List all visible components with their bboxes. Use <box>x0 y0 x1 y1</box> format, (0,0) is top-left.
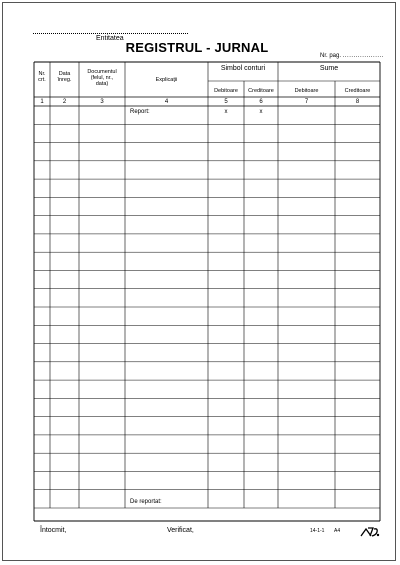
header-sums: Sume <box>319 65 339 72</box>
header-document <box>79 69 125 87</box>
header-account-symbol: Simbol conturi <box>220 65 266 72</box>
carry-forward-label: De reportat: <box>130 499 162 505</box>
report-mark-debit: x <box>224 109 228 115</box>
page-number-dots: ................... <box>342 53 384 59</box>
prepared-by-label: Întocmit, <box>40 527 67 534</box>
paper-format: A4 <box>334 528 341 534</box>
header-nr-line1: Nr. <box>38 71 46 77</box>
entity-label: Entitatea <box>96 35 124 42</box>
header-symbol-credit: Creditoare <box>248 88 274 94</box>
header-sum-debit: Debitoare <box>294 88 319 94</box>
header-nr-crt <box>34 71 50 83</box>
column-number-8: 8 <box>355 99 360 105</box>
report-mark-credit: x <box>259 109 263 115</box>
column-number-1: 1 <box>40 99 44 105</box>
column-number-4: 4 <box>164 99 169 105</box>
report-label: Report: <box>130 109 150 115</box>
column-number-2: 2 <box>62 99 67 105</box>
header-nr-line2: crt. <box>38 77 46 83</box>
page-number-label: Nr. pag. <box>320 53 342 59</box>
page-title: REGISTRUL - JURNAL <box>125 40 269 55</box>
header-document-line2: (felul, nr., <box>90 75 114 81</box>
column-number-6: 6 <box>259 99 263 105</box>
header-sum-credit: Creditoare <box>344 88 371 94</box>
column-number-5: 5 <box>224 99 228 105</box>
verified-by-label: Verificat, <box>167 527 194 534</box>
header-date-line1: Data <box>58 71 71 77</box>
header-document-line3: data) <box>95 81 109 87</box>
header-document-line1: Documentul <box>87 69 117 75</box>
header-explanations: Explicaţii <box>155 77 178 83</box>
column-number-3: 3 <box>100 99 104 105</box>
header-symbol-debit: Debitoare <box>214 88 238 94</box>
publisher-logo-icon <box>359 526 381 538</box>
form-code: 14-1-1 <box>310 528 325 534</box>
header-date-line2: înreg. <box>57 77 72 83</box>
header-date <box>50 71 79 83</box>
column-number-7: 7 <box>304 99 309 105</box>
